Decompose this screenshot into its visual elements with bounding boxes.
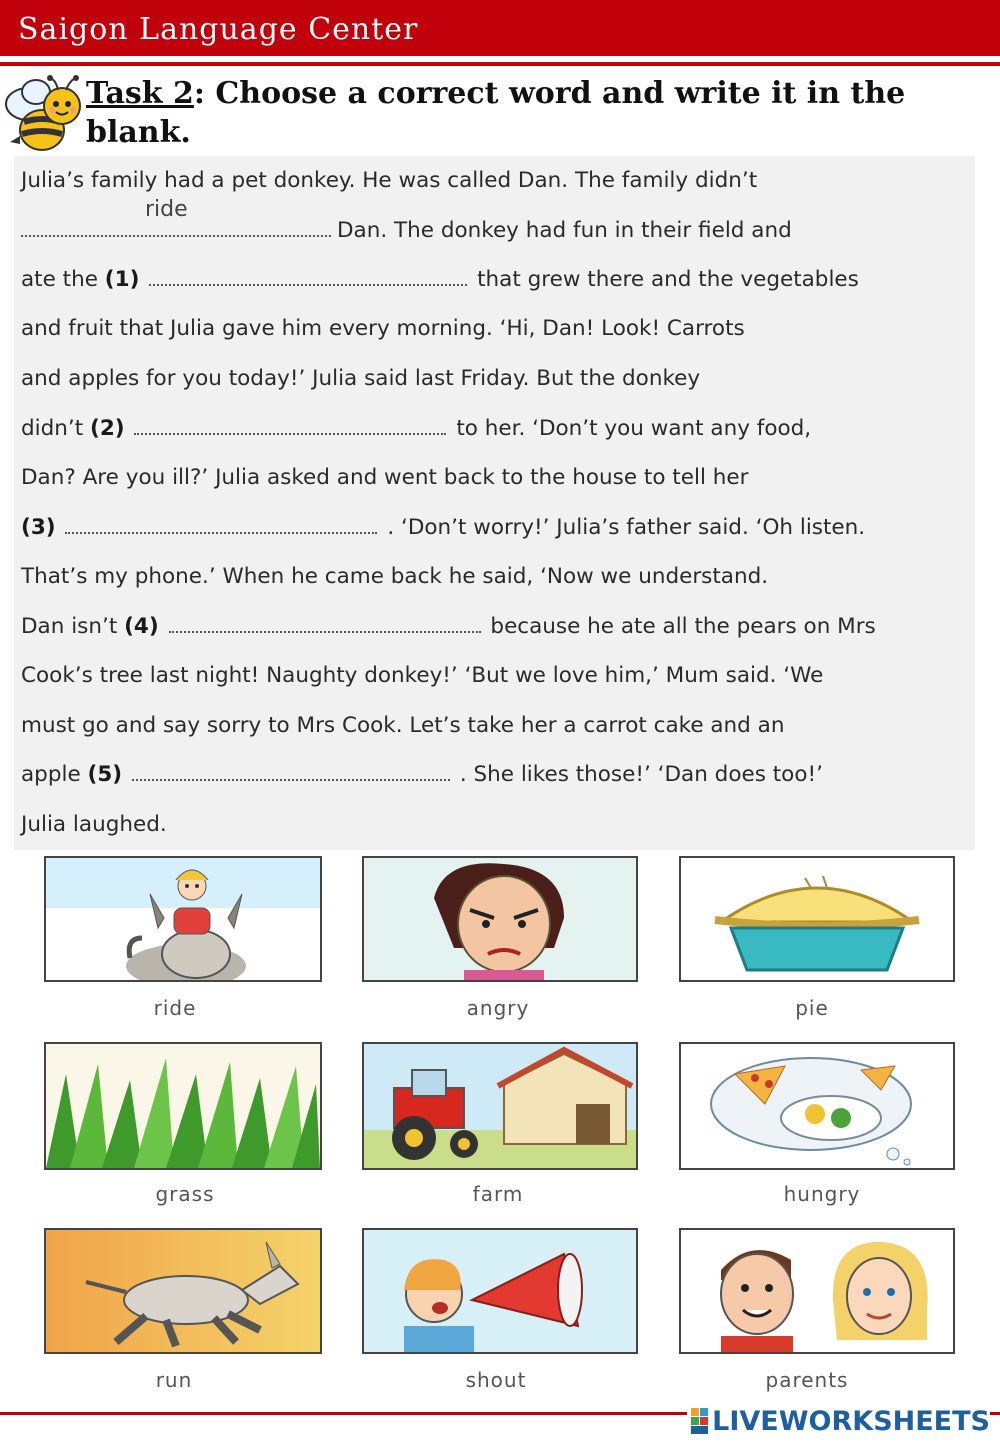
picture-parents	[679, 1228, 955, 1354]
header-title: Saigon Language Center	[18, 12, 419, 47]
task-instruction: : Choose a correct word and write it in the blank.	[86, 76, 906, 150]
angry-woman-icon	[364, 858, 636, 980]
answer-blank-1[interactable]	[149, 270, 467, 286]
passage-line: Dan? Are you ill?’ Julia asked and went back to the house to tell her	[21, 465, 749, 490]
liveworksheets-mark-icon	[691, 1408, 709, 1434]
bee-icon	[2, 70, 86, 156]
liveworksheets-brand: LIVEWORKSHEETS	[712, 1405, 990, 1437]
example-blank	[21, 197, 331, 237]
liveworksheets-logo	[687, 1404, 990, 1438]
example-answer: ride	[145, 197, 188, 222]
answer-blank-5[interactable]	[132, 765, 450, 781]
passage-line: That’s my phone.’ When he came back he said, ‘Now we understand.	[21, 564, 769, 589]
caption-ride: ride	[153, 996, 197, 1020]
caption-angry: angry	[466, 996, 530, 1020]
header-rule	[0, 62, 1000, 66]
passage-line: apple (5) . She likes those!’ ‘Dan does too!’	[21, 762, 823, 787]
caption-pie: pie	[795, 996, 829, 1020]
passage-line: Cook’s tree last night! Naughty donkey!’ ‘But we love him,’ Mum said. ‘We	[21, 663, 824, 688]
picture-hungry	[679, 1042, 955, 1170]
caption-run: run	[155, 1368, 193, 1392]
girl-riding-donkey-icon	[46, 858, 320, 980]
header-bar	[0, 0, 1000, 56]
picture-ride	[44, 856, 322, 982]
picture-farm	[362, 1042, 638, 1170]
task-title	[86, 74, 986, 152]
food-thought-bubble-icon	[681, 1044, 953, 1168]
passage-line: Julia laughed.	[21, 812, 167, 837]
running-donkey-icon	[46, 1230, 320, 1352]
answer-blank-4[interactable]	[169, 617, 481, 633]
passage-line: ate the (1) that grew there and the vegetables	[21, 267, 859, 292]
picture-pie	[679, 856, 955, 982]
picture-grass	[44, 1042, 322, 1170]
answer-blank-2[interactable]	[134, 419, 446, 435]
passage-line: and apples for you today!’ Julia said last Friday. But the donkey	[21, 366, 701, 391]
grass-icon	[46, 1044, 320, 1168]
picture-shout	[362, 1228, 638, 1354]
caption-parents: parents	[765, 1368, 849, 1392]
reading-passage	[14, 156, 975, 850]
girl-with-megaphone-icon	[364, 1230, 636, 1352]
caption-shout: shout	[465, 1368, 527, 1392]
caption-hungry: hungry	[783, 1182, 861, 1206]
task-number: Task 2	[86, 76, 194, 111]
picture-angry	[362, 856, 638, 982]
passage-line: didn’t (2) to her. ‘Don’t you want any food,	[21, 416, 812, 441]
caption-grass: grass	[155, 1182, 215, 1206]
passage-line: and fruit that Julia gave him every morning. ‘Hi, Dan! Look! Carrots	[21, 316, 745, 341]
farm-tractor-icon	[364, 1044, 636, 1168]
passage-line: (3) . ‘Don’t worry!’ Julia’s father said. ‘Oh listen.	[21, 515, 866, 540]
caption-farm: farm	[472, 1182, 524, 1206]
passage-line: Julia’s family had a pet donkey. He was called Dan. The family didn’t	[21, 168, 758, 193]
passage-line: ride Dan. The donkey had fun in their field and	[21, 215, 792, 246]
answer-blank-3[interactable]	[65, 518, 377, 534]
pie-icon	[681, 858, 953, 980]
man-and-woman-icon	[681, 1230, 953, 1352]
picture-run	[44, 1228, 322, 1354]
passage-line: must go and say sorry to Mrs Cook. Let’s take her a carrot cake and an	[21, 713, 785, 738]
passage-line: Dan isn’t (4) because he ate all the pears on Mrs	[21, 614, 876, 639]
